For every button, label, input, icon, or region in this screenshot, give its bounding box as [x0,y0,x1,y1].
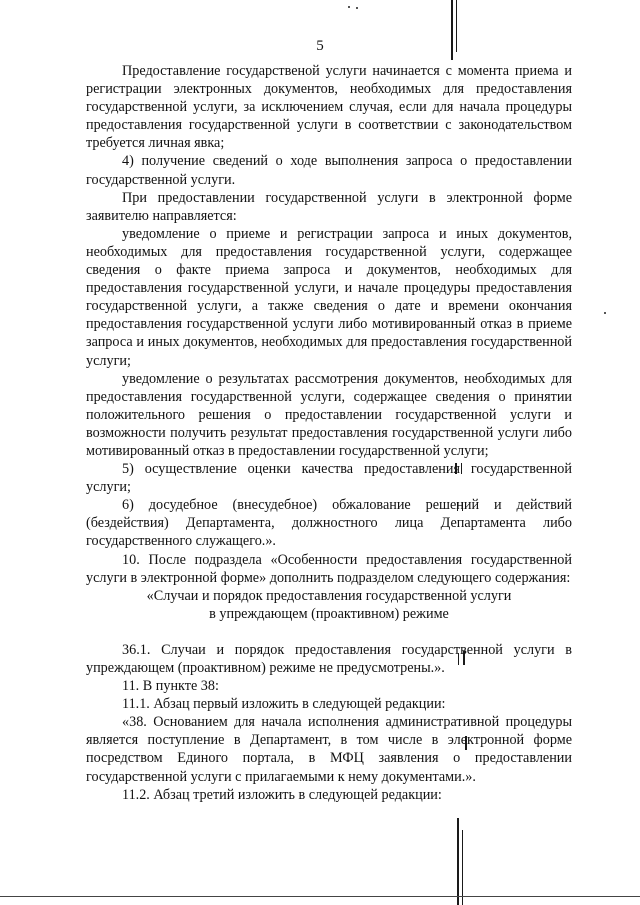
paragraph-7: 6) досудебное (внесудебное) обжалование решений и действий (бездействия) Департамента, должностного лица Департамента либо государственного служащего.». [86,497,572,550]
page-number: 5 [316,38,324,54]
paragraph-4: уведомление о приеме и регистрации запроса и иных документов, необходимых для предоставления государственной услуги, содержащее сведения о факте приема запроса и документов, необходимых для предоставления государственной услуги, и начале процедуры предоставления государственной услуги, а также сведения о дате и времени окончания предоставления государственной услуги либо мотивированный отказ в приеме запроса и иных документов, необходимых для предоставления государственной услуги; [86,225,572,369]
section-heading-line-2: в упреждающем (проактивном) режиме [209,605,449,622]
heading-spacer [86,623,572,641]
paragraph-11: 11.1. Абзац первый изложить в следующей редакции: [122,696,446,713]
scan-speck-1 [348,6,350,8]
paragraph-5: уведомление о результатах рассмотрения документов, необходимых для предоставления государственной услуги, содержащее сведения о принятии положительного решения о предоставлении государственной услуги и возможности получить результат предоставления государственной услуги либо мотивированный отказ в предоставлении государственной услуги; [86,370,572,459]
paragraph-10: 11. В пункте 38: [122,678,219,695]
document-body [86,62,572,804]
paragraph-1: Предоставление государственой услуги начинается с момента приема и регистрации электронных документов, необходимых для предоставления государственной услуги, за исключением случая, если для начала процедуры предоставления государственной услуги в соответствии с законодательством требуется личная явка; [86,63,572,152]
section-heading-line-1: «Случаи и порядок предоставления государственной услуги [146,587,512,604]
paragraph-2: 4) получение сведений о ходе выполнения запроса о предоставлении государственной услуги. [86,153,572,188]
scan-speck-3 [604,312,606,314]
paragraph-6: 5) осуществление оценки качества предоставления государственной услуги; [86,461,572,496]
paragraph-8: 10. После подраздела «Особенности предоставления государственной услуги в электронной форме» дополнить подразделом следующего содержания: [86,551,572,586]
paragraph-9: 36.1. Случаи и порядок предоставления государственной услуги в упреждающем (проактивном) режиме не предусмотрены.». [86,641,572,676]
scan-speck-2 [356,7,358,9]
bottom-edge-line [0,896,640,897]
binding-line-bottom [457,818,459,905]
paragraph-12: «38. Основанием для начала исполнения административной процедуры является поступление в Департамент, в том числе в электронной форме посредством Единого портала, в МФЦ заявления о предоставлении государственной услуги с прилагаемыми к нему документами.». [86,714,572,785]
paragraph-13: 11.2. Абзац третий изложить в следующей редакции: [122,786,442,803]
binding-line-bottom-2 [462,830,463,905]
paragraph-3: При предоставлении государственной услуги в электронной форме заявителю направляется: [86,189,572,224]
